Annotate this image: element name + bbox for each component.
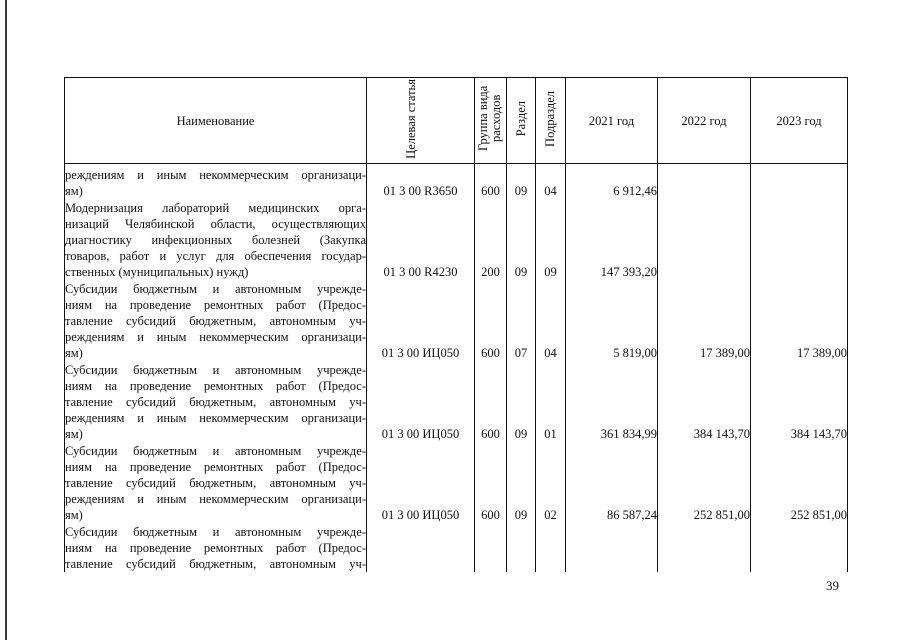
- row-2022: [658, 167, 751, 199]
- table-row: [65, 362, 848, 443]
- row-2023: [751, 200, 848, 281]
- row-section: 09: [507, 200, 536, 281]
- row-2021: 86 587,24: [566, 443, 658, 524]
- table-row: [65, 200, 848, 281]
- row-expense-group: 600: [475, 362, 507, 443]
- row-target-article: 01 3 00 ИЦ050: [367, 443, 475, 524]
- row-2023: [751, 524, 848, 573]
- row-name: Субсидии бюджетным и автономным учрежде- ниям на проведение ремонтных работ (Предос- тавление субсидий бюджетным, автономным уч- реждениям и иным некоммерческим организаци- ям): [65, 281, 366, 361]
- row-2022: [658, 200, 751, 281]
- row-name: Субсидии бюджетным и автономным учрежде- ниям на проведение ремонтных работ (Предос- тавление субсидий бюджетным, автономным уч-: [65, 524, 366, 572]
- row-expense-group: 200: [475, 200, 507, 281]
- row-subsection: 01: [536, 362, 566, 443]
- table-row: [65, 443, 848, 524]
- table-row: [65, 281, 848, 362]
- row-name: реждениям и иным некоммерческим организаци- ям): [65, 168, 366, 199]
- header-target-article: Целевая статья: [367, 78, 475, 164]
- row-subsection: 04: [536, 167, 566, 199]
- header-subsection: Подраздел: [536, 78, 566, 164]
- row-2021: 5 819,00: [566, 281, 658, 362]
- row-name: Субсидии бюджетным и автономным учрежде- ниям на проведение ремонтных работ (Предос- тавление субсидий бюджетным, автономным уч- реждениям и иным некоммерческим организаци- ям): [65, 362, 366, 442]
- row-2021: 147 393,20: [566, 200, 658, 281]
- row-2022: 17 389,00: [658, 281, 751, 362]
- header-section: Раздел: [507, 78, 536, 164]
- row-target-article: 01 3 00 R4230: [367, 200, 475, 281]
- row-subsection: 09: [536, 200, 566, 281]
- row-section: 09: [507, 167, 536, 199]
- row-2023: 384 143,70: [751, 362, 848, 443]
- row-expense-group: [475, 524, 507, 573]
- row-expense-group: 600: [475, 281, 507, 362]
- row-expense-group: 600: [475, 167, 507, 199]
- table-row: [65, 524, 848, 573]
- row-expense-group: 600: [475, 443, 507, 524]
- row-subsection: 04: [536, 281, 566, 362]
- row-2022: 384 143,70: [658, 362, 751, 443]
- row-subsection: 02: [536, 443, 566, 524]
- row-2023: 17 389,00: [751, 281, 848, 362]
- header-2023: 2023 год: [751, 78, 848, 164]
- row-2021: 361 834,99: [566, 362, 658, 443]
- row-name: Модернизация лабораторий медицинских орга- низаций Челябинской области, осуществляющих диагностику инфекционных болезней (Закупка товаров, работ и услуг для обеспечения государ- ственных (муниципальных) нужд): [65, 200, 366, 280]
- row-section: [507, 524, 536, 573]
- scan-left-edge: [5, 0, 7, 640]
- row-subsection: [536, 524, 566, 573]
- row-section: 07: [507, 281, 536, 362]
- header-2022: 2022 год: [658, 78, 751, 164]
- row-target-article: [367, 524, 475, 573]
- page-number: 39: [826, 578, 839, 593]
- row-section: 09: [507, 443, 536, 524]
- row-2023: [751, 167, 848, 199]
- row-2021: [566, 524, 658, 573]
- row-target-article: 01 3 00 ИЦ050: [367, 362, 475, 443]
- row-section: 09: [507, 362, 536, 443]
- header-2021: 2021 год: [566, 78, 658, 164]
- row-name: Субсидии бюджетным и автономным учрежде- ниям на проведение ремонтных работ (Предос- тавление субсидий бюджетным, автономным уч- реждениям и иным некоммерческим организаци- ям): [65, 443, 366, 523]
- row-target-article: 01 3 00 ИЦ050: [367, 281, 475, 362]
- row-2022: 252 851,00: [658, 443, 751, 524]
- table-header-row: [65, 78, 848, 164]
- row-2022: [658, 524, 751, 573]
- header-name: Наименование: [65, 78, 367, 164]
- row-2021: 6 912,46: [566, 167, 658, 199]
- table-row: [65, 167, 848, 199]
- header-expense-group: Группа вида расходов: [475, 78, 507, 164]
- row-2023: 252 851,00: [751, 443, 848, 524]
- row-target-article: 01 3 00 R3650: [367, 167, 475, 199]
- budget-table: [64, 77, 848, 572]
